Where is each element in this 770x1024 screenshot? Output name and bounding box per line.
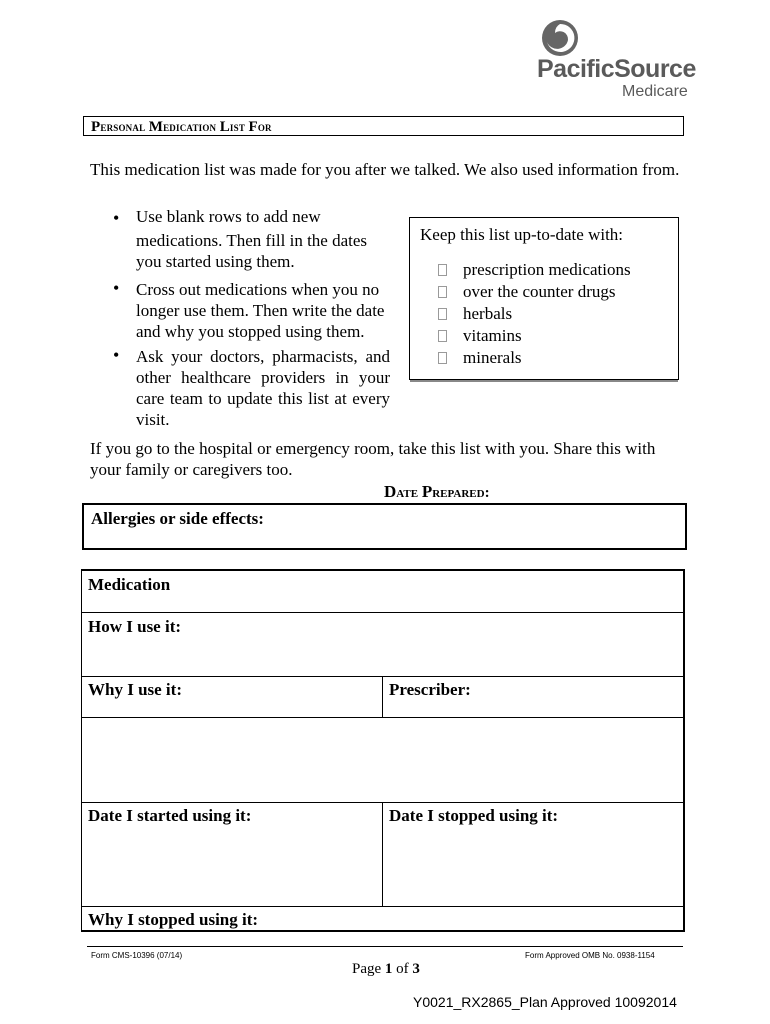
checkbox-icon[interactable] [438, 264, 447, 276]
page-title: Personal Medication List For [91, 119, 272, 135]
footer-divider [87, 946, 683, 947]
keep-box-title: Keep this list up-to-date with: [420, 225, 624, 244]
bullet-dot-icon: • [113, 208, 120, 228]
logo-name: PacificSource [537, 55, 696, 83]
checkbox-icon[interactable] [438, 286, 447, 298]
how-i-use-it-field[interactable]: How I use it: [88, 617, 182, 636]
bullet-dot-icon: • [113, 278, 120, 298]
omb-number: Form Approved OMB No. 0938-1154 [525, 951, 655, 960]
list-item: minerals [438, 347, 631, 369]
table-divider [382, 802, 383, 906]
checkbox-icon[interactable] [438, 308, 447, 320]
table-divider [382, 676, 383, 717]
keep-box-list [438, 259, 631, 369]
form-id: Form CMS-10396 (07/14) [91, 951, 183, 960]
plan-approved-code: Y0021_RX2865_Plan Approved 10092014 [413, 994, 677, 1010]
date-prepared-label: Date Prepared: [384, 482, 490, 501]
bullet-blank-rows: Use blank rows to add new medications. Then fill in the dates you started using them. [136, 207, 368, 271]
list-item: over the counter drugs [438, 281, 631, 303]
page-number: Page 1 of 3 [352, 961, 420, 977]
keep-up-to-date-box [409, 217, 679, 380]
table-divider [82, 612, 683, 613]
logo-subtitle: Medicare [622, 83, 688, 100]
allergies-field[interactable] [82, 503, 687, 550]
list-item: vitamins [438, 325, 631, 347]
bullet-dot-icon: • [113, 345, 120, 365]
date-started-field[interactable]: Date I started using it: [88, 806, 252, 825]
hospital-paragraph: If you go to the hospital or emergency room, take this list with you. Share this with your family or caregivers too. [90, 439, 656, 479]
date-stopped-field[interactable]: Date I stopped using it: [389, 806, 559, 825]
table-divider [82, 717, 683, 718]
bullet-cross-out: Cross out medications when you no longer use them. Then write the date and why you stopped using them. [136, 280, 385, 341]
table-divider [82, 906, 683, 907]
why-stopped-field[interactable]: Why I stopped using it: [88, 910, 259, 929]
intro-paragraph: This medication list was made for you after we talked. We also used information from. [90, 160, 680, 179]
bullet-ask-doctors: Ask your doctors, pharmacists, and other healthcare providers in your care team to update this list at every visit. [136, 347, 390, 429]
checkbox-icon[interactable] [438, 352, 447, 364]
allergies-label: Allergies or side effects: [91, 509, 264, 528]
prescriber-field[interactable]: Prescriber: [389, 680, 471, 699]
pacificsource-swirl-icon [540, 18, 580, 58]
medication-table [81, 569, 685, 932]
list-item: herbals [438, 303, 631, 325]
checkbox-icon[interactable] [438, 330, 447, 342]
medication-field[interactable]: Medication [88, 575, 171, 594]
why-i-use-it-field[interactable]: Why I use it: [88, 680, 182, 699]
list-item: prescription medications [438, 259, 631, 281]
title-box [83, 116, 684, 136]
